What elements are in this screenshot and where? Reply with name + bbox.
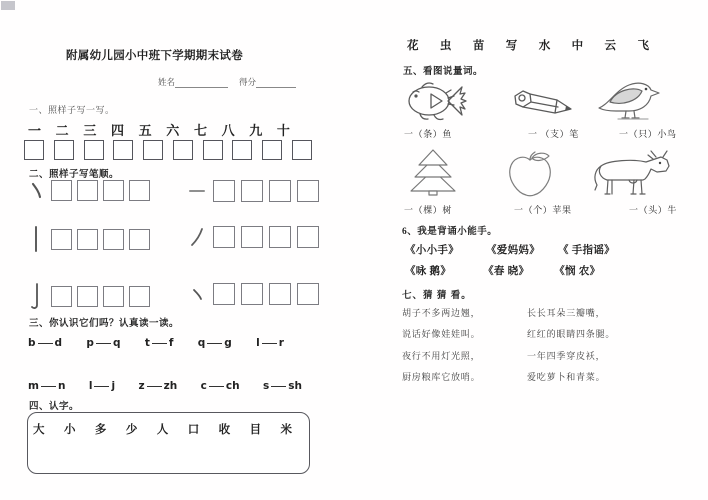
- stroke-dian-icon: [27, 182, 45, 200]
- answer-box: [54, 140, 74, 160]
- stroke-group-shu: [27, 226, 150, 252]
- recognize-char: 米: [280, 424, 292, 436]
- pinyin-letter: c: [200, 380, 207, 392]
- pinyin-letter: p: [86, 337, 94, 349]
- caption-pencil: 一 （支）笔: [528, 129, 579, 139]
- stroke-practice-box: [213, 283, 235, 305]
- riddle-line: 一年四季穿皮袄，: [527, 350, 606, 361]
- pinyin-pair: [86, 337, 120, 349]
- recognize-char: 中: [571, 40, 584, 52]
- recognize-char: 飞: [637, 40, 649, 52]
- pinyin-letter: f: [168, 337, 174, 349]
- caption-bird: 一（只）小鸟: [619, 129, 677, 139]
- answer-boxes-row: [24, 140, 312, 160]
- stroke-practice-box: [77, 229, 98, 250]
- answer-box: [262, 140, 282, 160]
- answer-box: [84, 140, 104, 160]
- riddle-line: 说话好像娃娃叫。: [402, 329, 481, 340]
- stroke-practice-box: [269, 226, 291, 248]
- pinyin-pairs-row-1: [28, 337, 284, 349]
- poem-title: 《春 晓》: [483, 266, 530, 277]
- caption-tree: 一（棵）树: [404, 205, 453, 215]
- number-char: 六: [166, 123, 180, 138]
- pinyin-pairs-row-2: [28, 380, 302, 392]
- stroke-practice-box: [297, 283, 319, 305]
- stroke-practice-box: [213, 180, 235, 202]
- recognize-char: 少: [125, 424, 138, 436]
- pinyin-pair: [256, 337, 284, 349]
- connector-line: [207, 343, 222, 344]
- characters-row-2: [407, 37, 649, 53]
- recognize-char: 写: [505, 40, 518, 52]
- connector-line: [38, 343, 53, 344]
- number-char: 九: [249, 123, 263, 138]
- answer-box: [113, 140, 133, 160]
- number-char: 八: [221, 123, 235, 138]
- name-label: 姓名: [158, 77, 176, 87]
- pinyin-letter: ch: [225, 380, 240, 392]
- recognize-char: 花: [407, 40, 419, 52]
- answer-box: [143, 140, 163, 160]
- section7-heading: 七、猜 猜 看。: [402, 291, 472, 301]
- stroke-shu-icon: [27, 226, 45, 252]
- connector-line: [271, 386, 286, 387]
- pinyin-pair: [263, 380, 302, 392]
- connector-line: [94, 386, 109, 387]
- scan-artifact: [1, 1, 15, 10]
- riddle-line: 厨房粮库它放哨。: [402, 371, 481, 382]
- stroke-group-dian2: [188, 283, 319, 305]
- name-score-line: [158, 76, 296, 88]
- connector-line: [262, 343, 277, 344]
- poem-title: 《小小手》: [405, 245, 459, 256]
- tree-drawing: [402, 148, 464, 196]
- stroke-practice-box: [241, 283, 263, 305]
- recognize-char: 多: [94, 424, 107, 436]
- stroke-practice-box: [51, 180, 72, 201]
- stroke-practice-box: [77, 286, 98, 307]
- stroke-practice-box: [129, 180, 150, 201]
- recognize-char: 人: [156, 424, 169, 436]
- pinyin-letter: z: [138, 380, 145, 392]
- recognize-char: 虫: [439, 40, 452, 52]
- connector-line: [41, 386, 56, 387]
- poem-title: 《爱妈妈》: [486, 245, 540, 256]
- number-char: 七: [193, 123, 207, 138]
- pinyin-letter: d: [54, 337, 63, 349]
- riddle-line: 爱吃萝卜和青菜。: [527, 371, 606, 382]
- connector-line: [96, 343, 111, 344]
- connector-line: [209, 386, 224, 387]
- stroke-practice-box: [269, 180, 291, 202]
- fish-drawing: [404, 79, 472, 123]
- number-char: 十: [276, 123, 290, 138]
- pinyin-letter: j: [111, 380, 116, 392]
- number-char: 四: [110, 123, 124, 138]
- stroke-shugou-icon: [27, 283, 45, 310]
- stroke-practice-box: [213, 226, 235, 248]
- apple-drawing: [506, 150, 554, 198]
- connector-line: [152, 343, 167, 344]
- recognize-char: 大: [33, 424, 45, 436]
- riddle-column-left: [402, 306, 480, 391]
- pinyin-letter: l: [88, 380, 93, 392]
- riddle-line: 夜行不用灯光照，: [402, 350, 481, 361]
- stroke-practice-box: [103, 229, 124, 250]
- number-char: 五: [138, 123, 152, 138]
- pinyin-letter: g: [224, 337, 232, 349]
- section6-heading: 6、我是背诵小能手。: [402, 227, 498, 237]
- recognize-char: 小: [63, 424, 76, 436]
- section4-heading: 四、认字。: [29, 402, 80, 412]
- score-blank-line: [256, 78, 296, 88]
- page-title: 附属幼儿园小中班下学期期末试卷: [66, 50, 243, 62]
- stroke-group-dian: [27, 180, 150, 201]
- number-char: 一: [28, 123, 42, 138]
- name-blank-line: [175, 78, 228, 88]
- stroke-practice-box: [103, 286, 124, 307]
- stroke-practice-box: [129, 286, 150, 307]
- pinyin-letter: b: [28, 337, 36, 349]
- stroke-group-shugou: [27, 283, 150, 310]
- pinyin-pair: [139, 380, 178, 392]
- stroke-practice-box: [51, 229, 72, 250]
- poem-titles-row-1: [405, 242, 615, 257]
- poem-title: 《悯 农》: [554, 266, 601, 277]
- stroke-dian2-icon: [188, 288, 206, 301]
- stroke-practice-box: [269, 283, 291, 305]
- answer-box: [292, 140, 312, 160]
- stroke-group-pie: [188, 226, 319, 248]
- stroke-practice-box: [241, 180, 263, 202]
- section2-heading: 二、照样子写笔顺。: [29, 170, 120, 180]
- pinyin-pair: [198, 337, 232, 349]
- poem-title: 《 手指谣》: [558, 245, 615, 256]
- recognize-char: 口: [187, 424, 200, 436]
- stroke-practice-box: [297, 180, 319, 202]
- pinyin-pair: [28, 380, 65, 392]
- stroke-practice-box: [51, 286, 72, 307]
- pinyin-letter: q: [112, 337, 121, 349]
- riddle-column-right: [527, 306, 615, 391]
- caption-apple: 一（个）苹果: [514, 205, 572, 215]
- pinyin-pair: [201, 380, 240, 392]
- pinyin-letter: t: [144, 337, 150, 349]
- pinyin-letter: r: [278, 337, 284, 349]
- stroke-practice-box: [241, 226, 263, 248]
- stroke-practice-box: [297, 226, 319, 248]
- section5-heading: 五、看图说量词。: [403, 67, 484, 77]
- answer-box: [24, 140, 44, 160]
- section1-heading: 一、照样子写一写。: [29, 105, 115, 115]
- stroke-practice-box: [77, 180, 98, 201]
- recognize-char: 苗: [472, 40, 485, 52]
- pinyin-letter: l: [256, 337, 260, 349]
- caption-fish: 一（条）鱼: [404, 129, 453, 139]
- recognize-char: 目: [249, 424, 262, 436]
- riddle-line: 红红的眼睛四条腿。: [527, 329, 616, 340]
- riddle-line: 长长耳朵三瓣嘴，: [527, 308, 606, 318]
- pinyin-pair: [89, 380, 115, 392]
- stroke-practice-box: [129, 229, 150, 250]
- pinyin-letter: s: [263, 380, 270, 392]
- stroke-pie-icon: [188, 227, 206, 247]
- pinyin-pair: [28, 337, 62, 349]
- pinyin-letter: q: [197, 337, 206, 349]
- number-char: 二: [55, 123, 69, 138]
- connector-line: [147, 386, 162, 387]
- pinyin-letter: m: [28, 380, 39, 392]
- pencil-drawing: [511, 87, 575, 119]
- pinyin-letter: n: [57, 380, 66, 392]
- characters-row-1: [28, 413, 309, 437]
- answer-box: [173, 140, 193, 160]
- pinyin-letter: sh: [288, 380, 302, 392]
- recognize-char: 水: [538, 40, 551, 52]
- section3-heading: 三、你认识它们吗？认真读一读。: [29, 319, 180, 329]
- bird-drawing: [596, 76, 666, 122]
- stroke-group-heng: [188, 180, 319, 202]
- characters-box: [27, 412, 310, 474]
- pinyin-letter: zh: [163, 380, 178, 392]
- caption-cow: 一（头）牛: [629, 205, 678, 215]
- stroke-heng-icon: [188, 187, 206, 195]
- score-label: 得分: [239, 77, 257, 87]
- cow-drawing: [589, 150, 677, 198]
- answer-box: [232, 140, 252, 160]
- number-char: 三: [83, 123, 97, 138]
- answer-box: [203, 140, 223, 160]
- poem-titles-row-2: [405, 263, 600, 278]
- stroke-practice-box: [103, 180, 124, 201]
- numbers-row: [28, 120, 290, 139]
- riddle-line: 胡子不多两边翘，: [402, 308, 481, 318]
- recognize-char: 云: [604, 40, 617, 52]
- poem-title: 《咏 鹅》: [405, 266, 452, 277]
- pinyin-pair: [145, 337, 174, 349]
- recognize-char: 收: [218, 424, 231, 436]
